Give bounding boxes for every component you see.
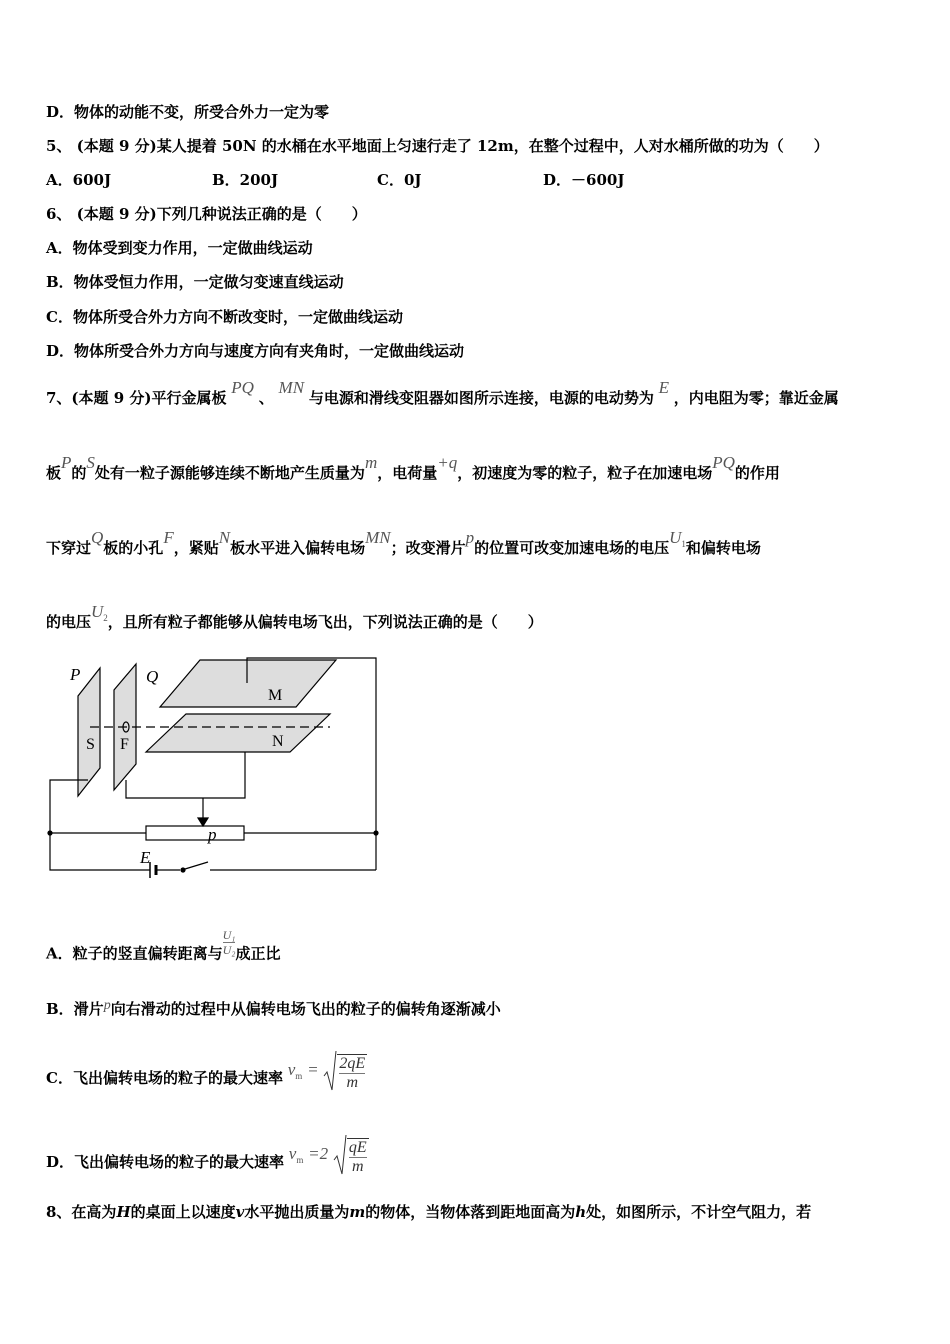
q6-option-d: D．物体所受合外力方向与速度方向有夹角时，一定做曲线运动: [46, 342, 465, 360]
q4-option-d: D．物体的动能不变，所受合外力一定为零: [46, 103, 330, 121]
q7-circuit-figure: [40, 650, 390, 890]
label-slider-p: p: [208, 825, 217, 844]
plate-n: [146, 714, 330, 752]
q6-option-a: A．物体受到变力作用，一定做曲线运动: [46, 239, 313, 257]
rheostat: [146, 826, 244, 840]
plate-m: [160, 660, 336, 707]
fraction-u1-u2: $\frac{\text{U₁}}{\text{U₂}}$: [222, 928, 236, 957]
label-s-source: S: [86, 736, 95, 753]
q7-option-a: A．粒子的竖直偏转距离与 $\frac{\text{U₁}}{\text{U₂}}$ 成正比: [46, 928, 281, 963]
q5-option-d: D．－600J: [543, 171, 625, 189]
q7-option-b: B．滑片p向右滑动的过程中从偏转电场飞出的粒子的偏转角逐渐减小: [46, 998, 501, 1018]
sqrt-2qE-over-m: $\frac{2qE}{m}$: [323, 1050, 367, 1092]
label-f-hole: F: [120, 736, 129, 753]
label-q-plate: Q: [146, 667, 159, 686]
q7-stem-line1: 7、(本题 9 分)平行金属板 PQ 、 MN 与电源和滑线变阻器如图所示连接，电源的电动势为 E ，内电阻为零；靠近金属: [46, 378, 839, 407]
label-emf-e: E: [140, 848, 151, 867]
q8-stem: 8、在高为H的桌面上以速度v水平抛出质量为m的物体，当物体落到距地面高为h处，如图所示，不计空气阻力，若: [46, 1203, 812, 1221]
q5-options: [46, 170, 624, 190]
q5-option-a: A．600J: [46, 171, 112, 189]
label-p-plate: P: [70, 665, 81, 684]
q7-stem-line2: 板P的S处有一粒子源能够连续不断地产生质量为m，电荷量+q，初速度为零的粒子，粒子在加速电场PQ的作用: [46, 453, 780, 482]
q5-option-b: B．200J: [212, 171, 279, 189]
q7-option-c: C．飞出偏转电场的粒子的最大速率 $v_m$ = $\frac{2qE}{m}$: [46, 1058, 367, 1100]
plate-p: [78, 668, 100, 796]
q7-stem-line4: 的电压$U_2$，且所有粒子都能够从偏转电场飞出，下列说法正确的是（ ）: [46, 602, 543, 631]
q7-option-d: D．飞出偏转电场的粒子的最大速率 $v_m =2$ $\frac{qE}{m}$: [46, 1142, 369, 1184]
q6-stem: 6、 (本题 9 分)下列几种说法正确的是（ ）: [46, 205, 367, 223]
q6-option-c: C．物体所受合外力方向不断改变时，一定做曲线运动: [46, 308, 403, 326]
label-m-plate: M: [268, 687, 283, 704]
q5-stem: 5、 (本题 9 分)某人提着 50N 的水桶在水平地面上匀速行走了 12m，在整个过程中，人对水桶所做的功为（ ）: [46, 137, 829, 155]
sqrt-qE-over-m: $\frac{qE}{m}$: [333, 1134, 369, 1176]
q5-option-c: C．0J: [377, 171, 422, 189]
label-n-plate: N: [272, 733, 284, 750]
q6-option-b: B．物体受恒力作用，一定做匀变速直线运动: [46, 273, 344, 291]
q7-stem-line3: 下穿过Q板的小孔F，紧贴N板水平进入偏转电场MN；改变滑片p的位置可改变加速电场的电压$U_1$和偏转电场: [46, 528, 761, 557]
